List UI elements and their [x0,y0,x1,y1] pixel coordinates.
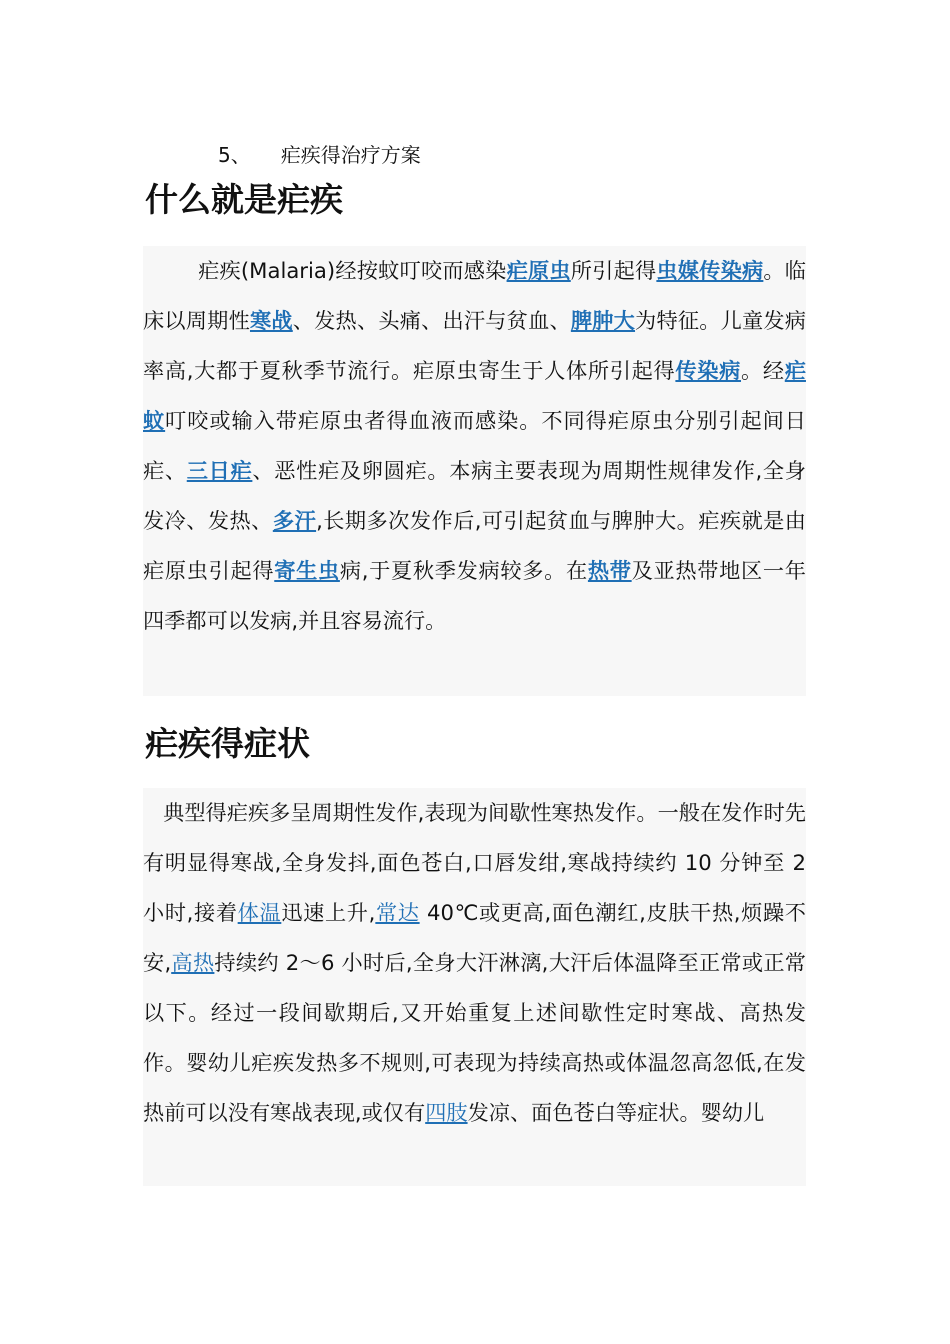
body-text: 、发热、头痛、出汗与贫血、 [292,308,571,333]
section2-paragraph [143,788,806,1138]
section1-panel [143,246,806,696]
body-text: 、恶性疟及卵圆疟。本病主要表现为周期性规律发作,全身发冷、发热、 [143,458,806,533]
section1-heading: 什么就是疟疾 [145,180,343,219]
body-text: 所引起得 [570,258,657,283]
body-text: 迅速上升, [281,900,376,925]
body-text: 发凉、面色苍白等症状。婴幼儿 [467,1100,765,1125]
keyword-link[interactable]: 寒战 [249,308,293,333]
keyword-link[interactable]: 寄生虫 [274,558,340,583]
body-text: 典型得疟疾多呈周期性发作,表现为间歇性寒热发作。一般在发作时先有明显得寒战,全身发抖,面色苍白,口唇发绀,寒战持续约 10 分钟至 2 小时,接着 [143,800,806,925]
keyword-link[interactable]: 脾肿大 [570,308,636,333]
keyword-link[interactable]: 疟原虫 [506,258,571,283]
section2-heading: 疟疾得症状 [145,724,310,763]
keyword-link[interactable]: 多汗 [272,508,317,533]
body-text: ,长期多次发作后,可引起贫血与脾肿大。疟疾就是由疟原虫引起得 [143,508,806,583]
body-text: 为特征。儿童发病率高,大都于夏秋季节流行。疟原虫寄生于人体所引起得 [143,308,806,383]
body-text: 。经 [741,358,785,383]
toc-title: 疟疾得治疗方案 [280,143,421,167]
toc-number: 5、 [218,143,251,167]
toc-entry [218,142,421,168]
keyword-link[interactable]: 三日疟 [186,458,253,483]
body-text: 及亚热带地区一年四季都可以发病,并且容易流行。 [143,558,806,633]
body-text: 叮咬或输入带疟原虫者得血液而感染。不同得疟原虫分别引起间日疟、 [143,408,806,483]
body-text: 病,于夏秋季发病较多。在 [339,558,588,583]
keyword-link[interactable]: 四肢 [425,1100,468,1125]
keyword-link[interactable]: 传染病 [675,358,742,383]
keyword-link[interactable]: 体温 [237,900,282,925]
keyword-link[interactable]: 虫媒传染病 [656,258,764,283]
keyword-link[interactable]: 常达 [375,900,420,925]
body-text: 疟疾(Malaria)经按蚊叮咬而感染 [198,258,507,283]
keyword-link[interactable]: 高热 [171,950,215,975]
body-text: 持续约 2～6 小时后,全身大汗淋漓,大汗后体温降至正常或正常以下。经过一段间歇期后,又开始重复上述间歇性定时寒战、高热发作。婴幼儿疟疾发热多不规则,可表现为持续高热或体温忽高忽低,在发热前可以没有寒战表现,或仅有 [143,950,806,1125]
body-text: 。临床以周期性 [143,258,806,333]
keyword-link[interactable]: 热带 [587,558,632,583]
section2-panel [143,788,806,1186]
keyword-link[interactable]: 疟蚊 [143,358,806,433]
section1-paragraph [143,246,806,646]
body-text: 40℃或更高,面色潮红,皮肤干热,烦躁不安, [143,900,806,975]
